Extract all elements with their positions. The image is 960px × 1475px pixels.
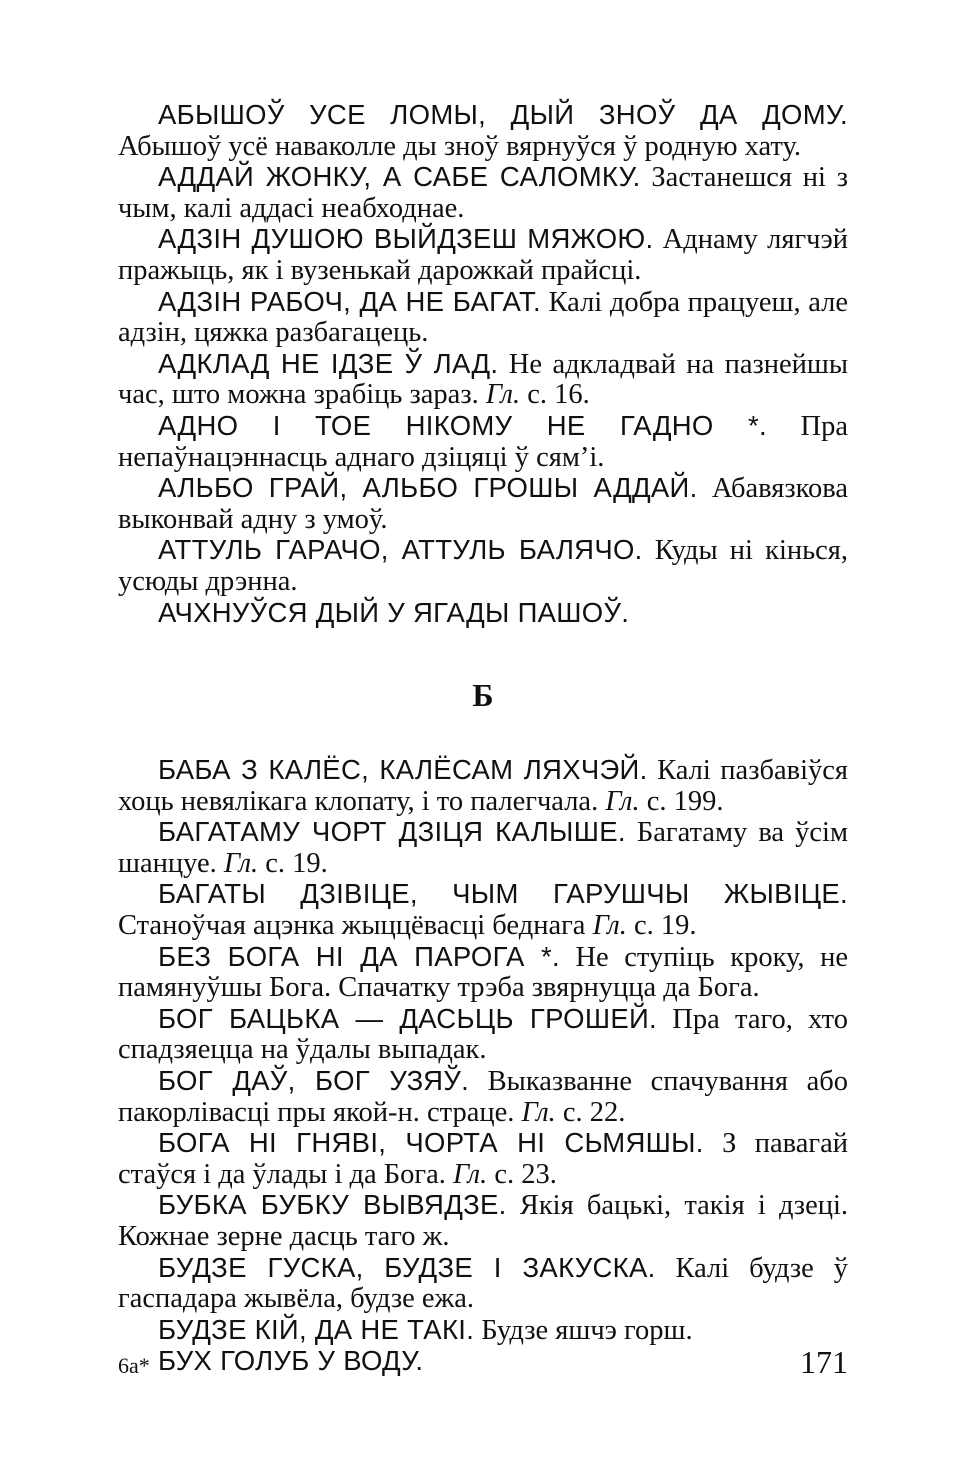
entry-see-also: Гл. (223, 847, 259, 879)
page-body (118, 100, 848, 1378)
entry-headword: БУХ ГОЛУБ У ВОДУ. (158, 1345, 424, 1377)
entry (118, 535, 848, 597)
entry-headword: АДЗІН ДУШОЮ ВЫЙДЗЕШ МЯЖОЮ. (158, 223, 654, 255)
entry (118, 1004, 848, 1066)
section-a-entries (118, 100, 848, 629)
entry-reference: с. 199. (639, 785, 724, 817)
entry-headword: АБЫШОЎ УСЕ ЛОМЫ, ДЫЙ ЗНОЎ ДА ДОМУ. (158, 99, 848, 130)
entry-headword: БАГАТАМУ ЧОРТ ДЗІЦЯ КАЛЫШЕ. (158, 816, 626, 848)
entry (118, 473, 848, 535)
entry-explanation: Не адкладвай на пазнейшы час, што можна зрабіць зараз. (118, 348, 848, 411)
entry-explanation: З павагай стаўся і да ўлады і да Бога. (118, 1128, 848, 1190)
entry-see-also: Гл. (605, 785, 640, 817)
printer-signature-mark: 6а* (118, 1353, 150, 1378)
entry-explanation: Куды ні кінься, усюды дрэнна. (118, 535, 848, 597)
entry-explanation: Застанешся ні з чым, калі аддасі неабходнае. (118, 162, 848, 224)
entry-headword: БУДЗЕ КІЙ, ДА НЕ ТАКІ. (158, 1313, 475, 1345)
entry (118, 817, 848, 879)
entry (118, 942, 848, 1004)
page-number: 171 (800, 1344, 848, 1380)
entry-see-also: Гл. (452, 1158, 488, 1190)
entry-headword: БОГ ДАЎ, БОГ УЗЯЎ. (158, 1065, 470, 1097)
entry-headword: АЧХНУЎСЯ ДЫЙ У ЯГАДЫ ПАШОЎ. (158, 596, 630, 628)
entry-explanation: Абавязкова выконвай адну з умоў. (118, 473, 848, 535)
entry-headword: АДНО І ТОЕ НІКОМУ НЕ ГАДНО *. (158, 409, 767, 441)
entry (118, 100, 848, 162)
entry-headword: АДДАЙ ЖОНКУ, А САБЕ САЛОМКУ. (158, 161, 641, 193)
entry-headword: АТТУЛЬ ГАРАЧО, АТТУЛЬ БАЛЯЧО. (158, 534, 643, 566)
entry (118, 411, 848, 473)
entry-explanation: Аднаму лягчэй пражыць, як і вузенькай дарожкай прайсці. (118, 224, 848, 286)
entry-explanation: Пра таго, хто спадзяецца на ўдалы выпадак. (118, 1003, 848, 1066)
entry (118, 1066, 848, 1128)
entry-reference: с. 19. (626, 910, 697, 942)
entry-headword: БОГА НІ ГНЯВІ, ЧОРТА НІ СЬМЯШЫ. (158, 1127, 704, 1159)
entry (118, 755, 848, 817)
entry-headword: АДЗІН РАБОЧ, ДА НЕ БАГАТ. (158, 285, 541, 317)
entry-explanation: Пра непаўнацэннасць аднаго дзіцяці ў сям’і. (118, 410, 848, 473)
entry-headword: АЛЬБО ГРАЙ, АЛЬБО ГРОШЫ АДДАЙ. (158, 472, 698, 504)
entry-explanation: Калі пазбавіўся хоць невялікага клопату, і то палегчала. (118, 755, 848, 817)
entry (118, 1315, 848, 1347)
entry (118, 349, 848, 411)
entry (118, 1128, 848, 1190)
entry (118, 879, 848, 941)
section-letter-heading: Б (472, 677, 494, 714)
entry-explanation: Выказванне спачування або пакорлівасці пры якой-н. страце. (118, 1066, 848, 1128)
entry-headword: БАБА З КАЛЁС, КАЛЁСАМ ЛЯХЧЭЙ. (158, 754, 648, 786)
entry-headword: БУДЗЕ ГУСКА, БУДЗЕ І ЗАКУСКА. (158, 1251, 656, 1283)
entry-headword: БОГ БАЦЬКА — ДАСЬЦЬ ГРОШЕЙ. (158, 1002, 657, 1034)
entry-headword: БУБКА БУБКУ ВЫВЯДЗЕ. (158, 1189, 507, 1221)
entry-see-also: Гл. (485, 379, 521, 411)
entry (118, 1253, 848, 1315)
entry (118, 598, 848, 630)
entry (118, 1346, 848, 1378)
entry-headword: БАГАТЫ ДЗІВІЦЕ, ЧЫМ ГАРУШЧЫ ЖЫВІЦЕ. (158, 878, 848, 910)
entry (118, 224, 848, 286)
entry-explanation: Не ступіць кроку, не памянуўшы Бога. Спачатку трэба звярнуцца да Бога. (118, 941, 848, 1004)
entry-see-also: Гл. (521, 1096, 556, 1128)
section-b-entries (118, 755, 848, 1378)
entry-explanation: Багатаму ва ўсім шанцуе. (118, 817, 848, 879)
entry-see-also: Гл. (592, 910, 627, 942)
entry-headword: БЕЗ БОГА НІ ДА ПАРОГА *. (158, 940, 560, 972)
entry-reference: с. 16. (520, 379, 590, 411)
entry-explanation: Будзе яшчэ горш. (474, 1314, 693, 1346)
entry-reference: с. 22. (555, 1096, 626, 1128)
entry-explanation: Станоўчая ацэнка жыццёвасці беднага (118, 910, 593, 942)
entry (118, 287, 848, 349)
entry-headword: АДКЛАД НЕ ІДЗЕ Ў ЛАД. (158, 347, 499, 379)
entry-reference: с. 23. (487, 1158, 557, 1190)
entry (118, 162, 848, 224)
entry (118, 1190, 848, 1252)
entry-explanation: Абышоў усё наваколле ды зноў вярнуўся ў родную хату. (118, 130, 801, 162)
entry-reference: с. 19. (258, 847, 328, 879)
entry-explanation: Якія бацькі, такія і дзеці. Кожнае зерне дасць таго ж. (118, 1190, 849, 1252)
entry-explanation: Калі добра працуеш, але адзін, цяжка разбагацець. (118, 286, 848, 349)
entry-explanation: Калі будзе ў гаспадара жывёла, будзе ежа. (118, 1252, 848, 1315)
